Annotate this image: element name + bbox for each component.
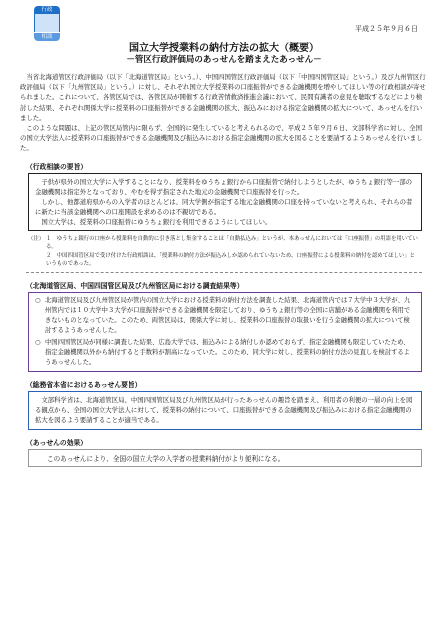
survey-item-2 — [35, 338, 415, 368]
divider — [26, 272, 422, 273]
note-label: （注） — [28, 235, 45, 242]
survey-results-box — [28, 292, 422, 372]
note-2 — [28, 252, 420, 268]
survey-item-1 — [35, 296, 415, 336]
mediation-text: 文部科学省は、北海道管区局、中国四国管区局及び九州管区局が行ったあっせんの趣旨を踏まえ、利用者の利便の一層の向上を図る観点から、全国の国立大学法人に対して、授業料の納付について、口座振替ができる金融機関及び振込みにおける指定金融機関の拡大を図るよう要請することが適当である。 — [35, 395, 413, 425]
badge-bottom-label: 相談 — [34, 33, 60, 41]
document-date: 平成２５年９月６日 — [355, 25, 418, 33]
badge-top-label: 行政 — [34, 6, 60, 14]
effect-text: このあっせんにより、全国の国立大学の入学者の授業料納付がより便利になる。 — [47, 454, 285, 463]
section-survey-heading: （北海道管区局、中国四国管区局及び九州管区局における調査結果等） — [26, 281, 244, 290]
effect-box — [28, 449, 422, 467]
badge-emblem — [34, 14, 60, 32]
consultation-paragraph-3: 国立大学は、授業料の口座振替にゆうちょ銀行を利用できるようにしてほしい。 — [41, 217, 272, 226]
circle-bullet-icon: ○ — [35, 296, 41, 304]
intro-paragraph-2: このような問題は、上記の管区局管内に限らず、全国的に発生していると考えられるので、平成２５年９月６日、文部科学省に対し、全国の国立大学法人に授業料の口座振替ができる金融機関及び振込みにおける指定金融機関の拡大を図ることを要請するようあっせんを行いました。 — [20, 124, 423, 153]
section-consultation-heading: （行政相談の要旨） — [26, 162, 88, 171]
consultation-paragraph-2: しかし、他都道府県からの入学者のほとんどは、同大学側が指定する地元金融機関の口座を持っていないと考えられ、それらの者に新たに当該金融機関への口座開設を求めるのは不親切である。 — [35, 197, 413, 216]
circle-bullet-icon: ○ — [35, 338, 41, 346]
section-effect-heading: （あっせんの効果） — [26, 438, 88, 447]
consultation-box — [28, 173, 422, 231]
mediation-box — [28, 391, 422, 430]
note-1 — [28, 235, 420, 251]
survey-item-2-text: 中国四国管区局が同様に調査した結果、広島大学では、振込みによる納付しか認めておらず、指定金融機関も限定していたため、指定金融機関以外から納付すると手数料が割高になっていた。このため、同大学に対し、授業料の納付方法の見直しを検討するようあっせんした。 — [45, 338, 410, 366]
consultation-paragraph-1: 子供が県外の国立大学に入学することになり、授業料をゆうちょ銀行から口座振替で納付しようとしたが、ゆうちょ銀行等一部の金融機関は指定外となっており、やむを得ず指定された地元の金融機関で口座振替を行った。 — [35, 177, 413, 196]
note-2-text: ２ 中国四国管区局で受け付けた行政相談は、「授業料の納付方法が振込みしか認められていないため、口座振替による授業料の納付を認めてほしい」というものであった。 — [46, 252, 416, 267]
document-subtitle: －管区行政評価局のあっせんを踏まえたあっせん－ — [126, 55, 322, 65]
document-title: 国立大学授業料の納付方法の拡大（概要） — [129, 43, 319, 54]
intro-paragraph-1: 当省北海道管区行政評価局（以下「北海道管区局」という。）、中国四国管区行政評価局（以下「中国四国管区局」という。）及び九州管区行政評価局（以下「九州管区局」という。）に対し、それぞれ国立大学授業料の口座振替ができる金融機関を増やしてほしい等の行政相談が寄せられました。これについて、各管区局では、各管区局が開催する行政苦情救済推進会議において、民間有識者の意見を聴取するなどにより検討した結果、それぞれ関係大学に授業料の口座振替ができる金融機関の拡大、振込みにおける指定金融機関の拡大について、あっせんを行いました。 — [20, 73, 426, 122]
note-1-text: １ ゆうちょ銀行の口座から授業料を自動的に引き落とし集金することは「自動払込み」というが、本あっせんにおいては「口座振替」の用語を用いている。 — [46, 235, 418, 250]
section-mediation-heading: （総務省本省におけるあっせん要旨） — [26, 380, 142, 389]
consultation-badge-logo — [34, 6, 60, 42]
survey-item-1-text: 北海道管区局及び九州管区局が管内の国立大学における授業料の納付方法を調査した結果、北海道管内では７大学中３大学が、九州管内では１０大学中３大学が口座振替ができる金融機関を限定しており、ゆうちょ銀行等の全国に店舗がある金融機関を利用できないものとなっていた。このため、両管区局は、関係大学に対し、授業料の口座振替の取扱いを行う金融機関の拡大について検討するようあっせんした。 — [45, 296, 411, 334]
